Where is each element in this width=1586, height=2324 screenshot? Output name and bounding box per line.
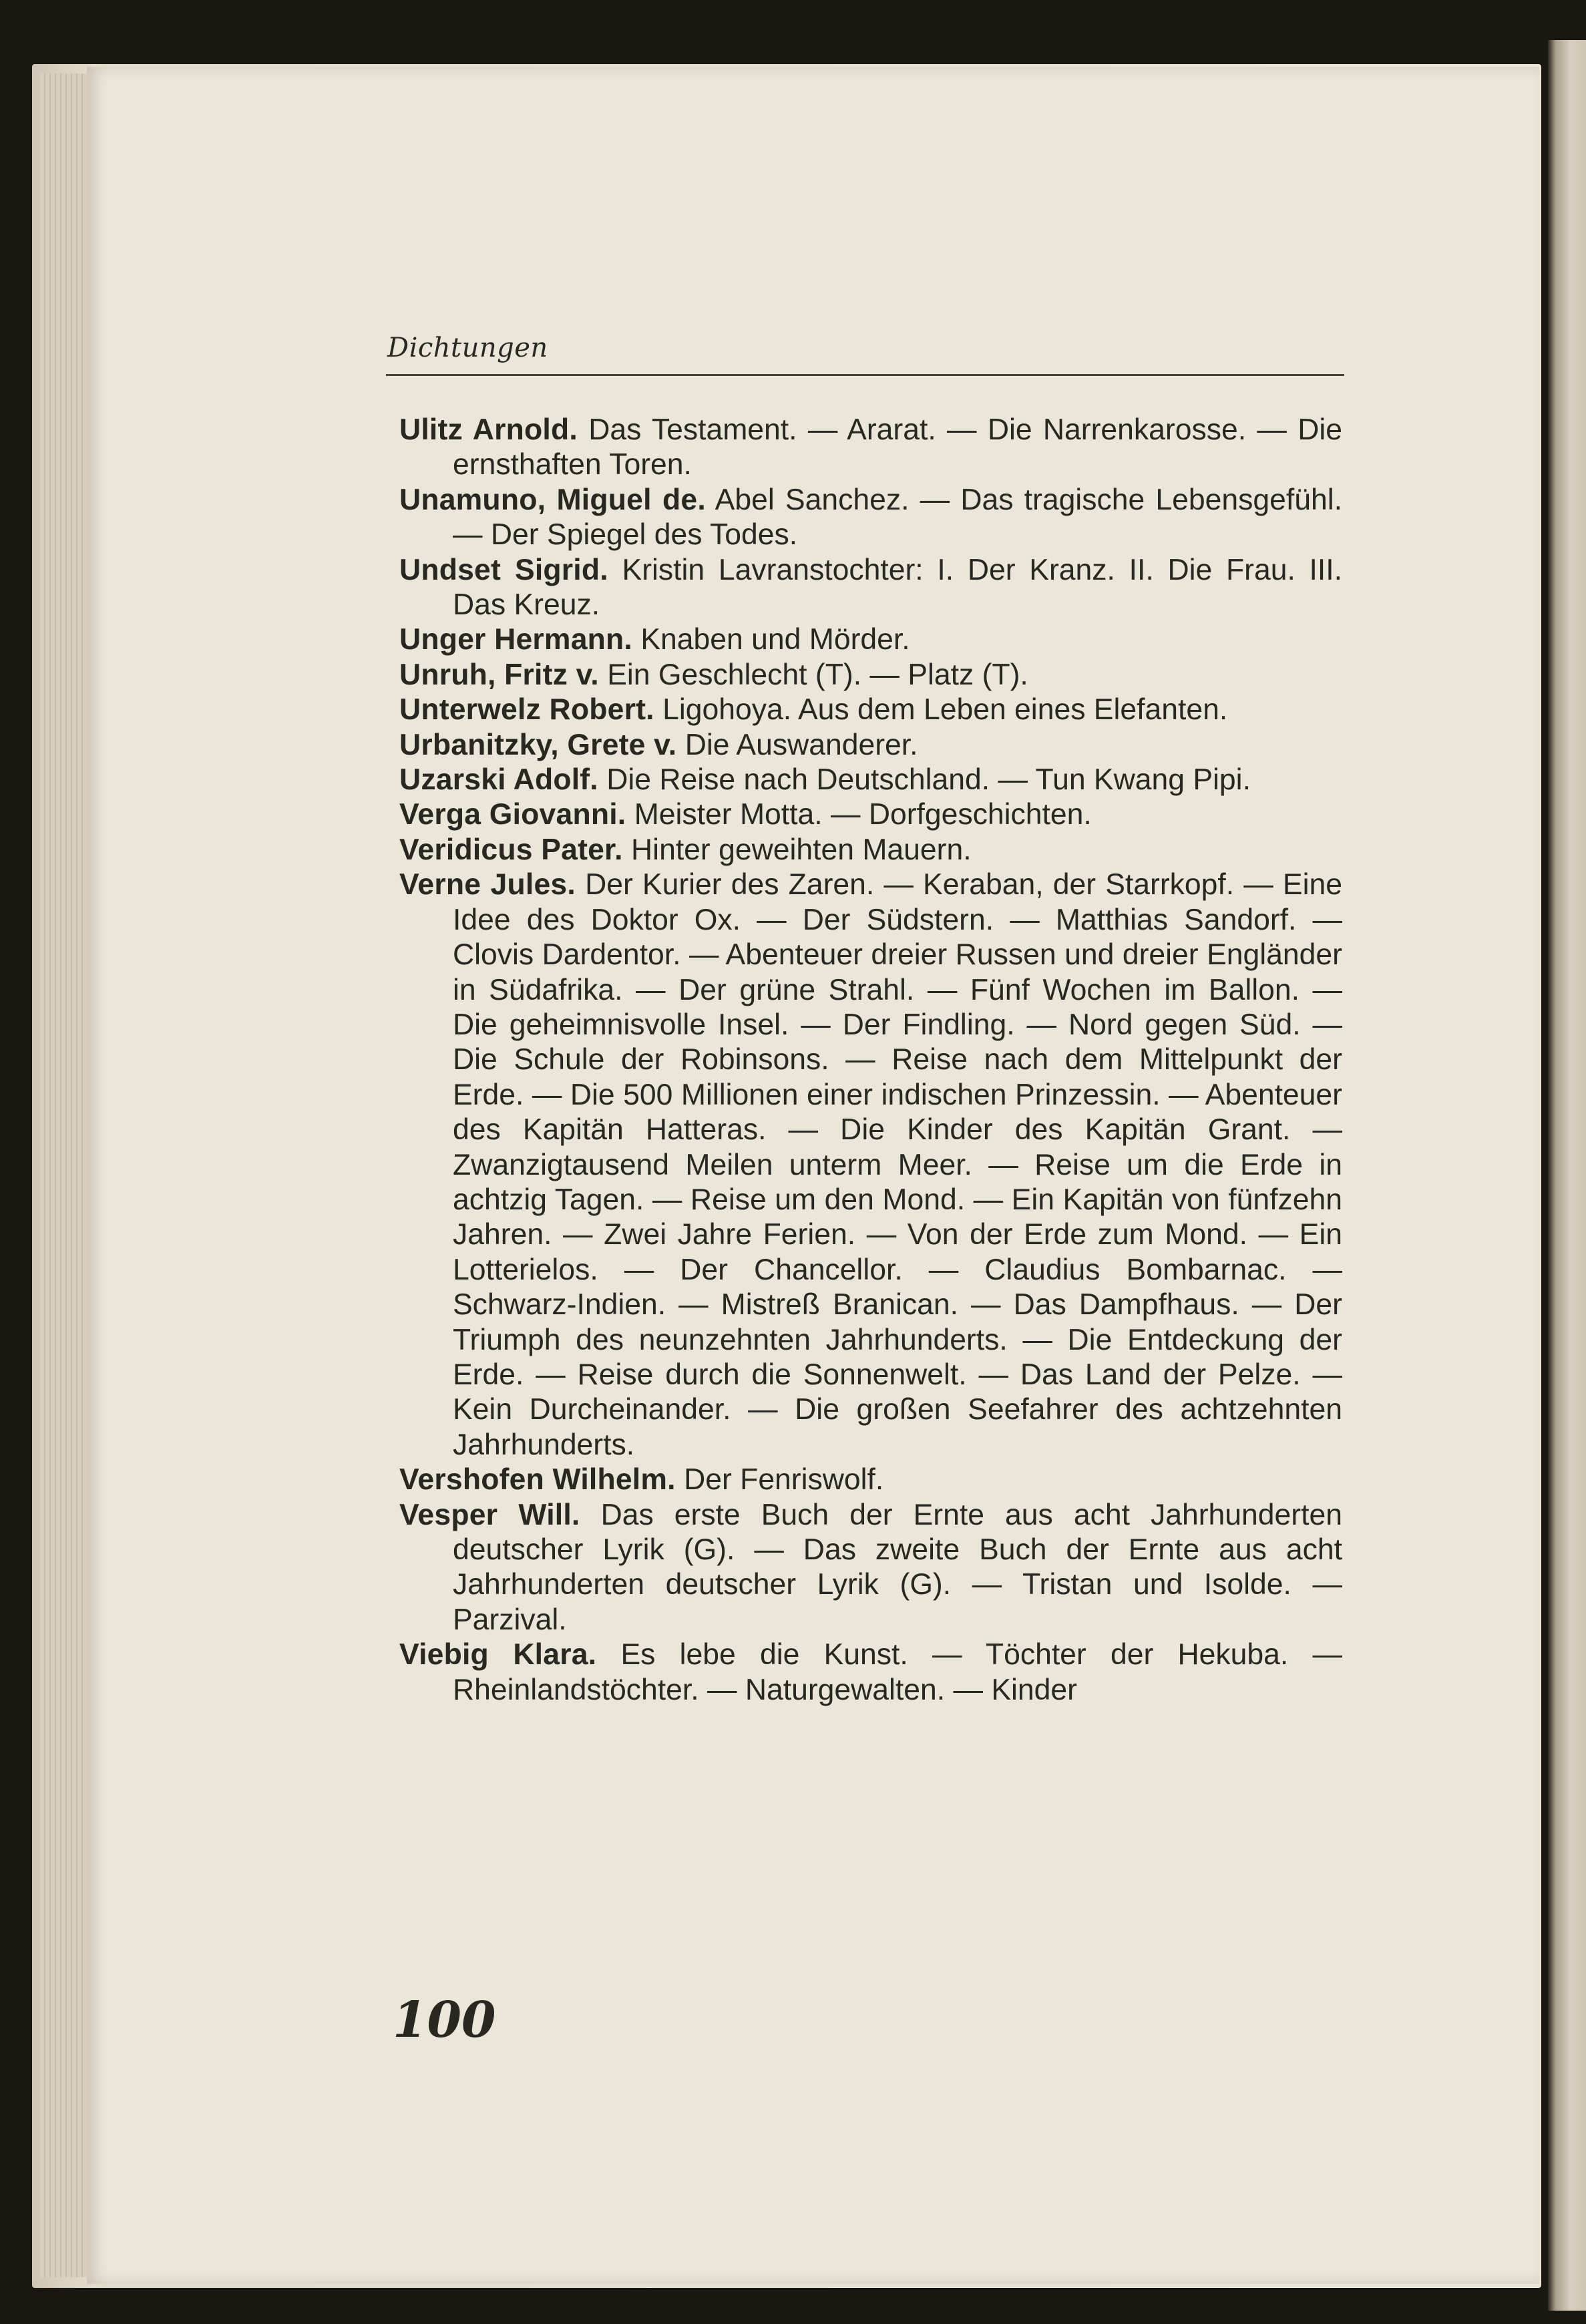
list-item xyxy=(399,867,1342,1463)
entry-works: Abel Sanchez. — Das tragische Lebensgefühl. — Der Spiegel des Todes. xyxy=(453,483,1342,552)
list-item xyxy=(399,658,1342,693)
entry-author: Vesper Will. xyxy=(399,1498,580,1531)
list-item xyxy=(399,622,1342,657)
entry-works: Ligohoya. Aus dem Leben eines Elefanten. xyxy=(662,693,1228,727)
entry-works: Es lebe die Kunst. — Töchter der Hekuba. — Rheinlandstöchter. — Naturgewalten. — Kinder xyxy=(453,1638,1342,1706)
entry-works: Hinter geweihten Mauern. xyxy=(631,833,972,866)
entry-author: Veridicus Pater. xyxy=(399,833,623,866)
list-item xyxy=(399,797,1342,832)
entry-works: Knaben und Mörder. xyxy=(640,623,910,656)
entry-author: Verga Giovanni. xyxy=(399,798,626,831)
header-rule xyxy=(386,374,1344,376)
bibliography-list xyxy=(399,413,1342,1708)
entry-works: Der Fenriswolf. xyxy=(684,1463,884,1497)
entry-works: Meister Motta. — Dorfgeschichten. xyxy=(634,798,1092,831)
entry-author: Uzarski Adolf. xyxy=(399,763,598,797)
list-item xyxy=(399,483,1342,553)
entry-author: Unruh, Fritz v. xyxy=(399,658,599,691)
entry-author: Undset Sigrid. xyxy=(399,553,608,586)
entry-works: Das erste Buch der Ernte aus acht Jahrhunderten deutscher Lyrik (G). — Das zweite Buch der Ernte aus acht Jahrhunderten deutscher Lyrik (G). — Tristan und Isolde. — Parzival. xyxy=(453,1498,1342,1636)
list-item xyxy=(399,833,1342,867)
entry-author: Viebig Klara. xyxy=(399,1638,597,1672)
entry-works: Die Auswanderer. xyxy=(684,728,918,761)
entry-author: Unamuno, Miguel de. xyxy=(399,483,706,516)
running-head: Dichtungen xyxy=(387,333,548,363)
list-item xyxy=(399,1463,1342,1497)
entry-works: Der Kurier des Zaren. — Keraban, der Starrkopf. — Eine Idee des Doktor Ox. — Der Südstern. — Matthias Sandorf. — Clovis Dardentor. — Abenteuer dreier Russen und dreier Engländer in Südafrika. — Der grüne Strahl. — Fünf Wochen im Ballon. — Die geheimnisvolle Insel. — Der Findling. — Nord gegen Süd. — Die Schule der Robinsons. — Reise nach dem Mittelpunkt der Erde. — Die 500 Millionen einer indischen Prinzessin. — Abenteuer des Kapitän Hatteras. — Die Kinder des Kapitän Grant. — Zwanzigtausend Meilen unterm Meer. — Reise um die Erde in achtzig Tagen. — Reise um den Mond. — Ein Kapitän von fünfzehn Jahren. — Zwei Jahre Ferien. — Von der Erde zum Mond. — Ein Lotterielos. — Der Chancellor. — Claudius Bombarnac. — Schwarz-Indien. — Mistreß Branican. — Das Dampfhaus. — Der Triumph des neunzehnten Jahrhunderts. — Die Entdeckung der Erde. — Reise durch die Sonnenwelt. — Das Land der Pelze. — Kein Durcheinander. — Die großen Seefahrer des achtzehnten Jahrhunderts. xyxy=(453,868,1342,1461)
list-item xyxy=(399,1498,1342,1638)
entry-works: Kristin Lavranstochter: I. Der Kranz. II. Die Frau. III. Das Kreuz. xyxy=(453,553,1342,622)
list-item xyxy=(399,728,1342,763)
list-item xyxy=(399,693,1342,727)
list-item xyxy=(399,413,1342,483)
entry-author: Unger Hermann. xyxy=(399,623,632,656)
list-item xyxy=(399,553,1342,623)
list-item xyxy=(399,1637,1342,1708)
entry-author: Urbanitzky, Grete v. xyxy=(399,728,677,761)
page-number: 100 xyxy=(393,1991,496,2049)
facing-page-edge xyxy=(1548,40,1586,2311)
entry-author: Vershofen Wilhelm. xyxy=(399,1463,676,1497)
entry-works: Ein Geschlecht (T). — Platz (T). xyxy=(607,658,1028,691)
entry-works: Die Reise nach Deutschland. — Tun Kwang Pipi. xyxy=(606,763,1251,797)
entry-author: Ulitz Arnold. xyxy=(399,413,578,446)
entry-author: Unterwelz Robert. xyxy=(399,693,654,727)
list-item xyxy=(399,763,1342,797)
entry-author: Verne Jules. xyxy=(399,868,576,902)
entry-works: Das Testament. — Ararat. — Die Narrenkarosse. — Die ernsthaften Toren. xyxy=(453,413,1342,481)
